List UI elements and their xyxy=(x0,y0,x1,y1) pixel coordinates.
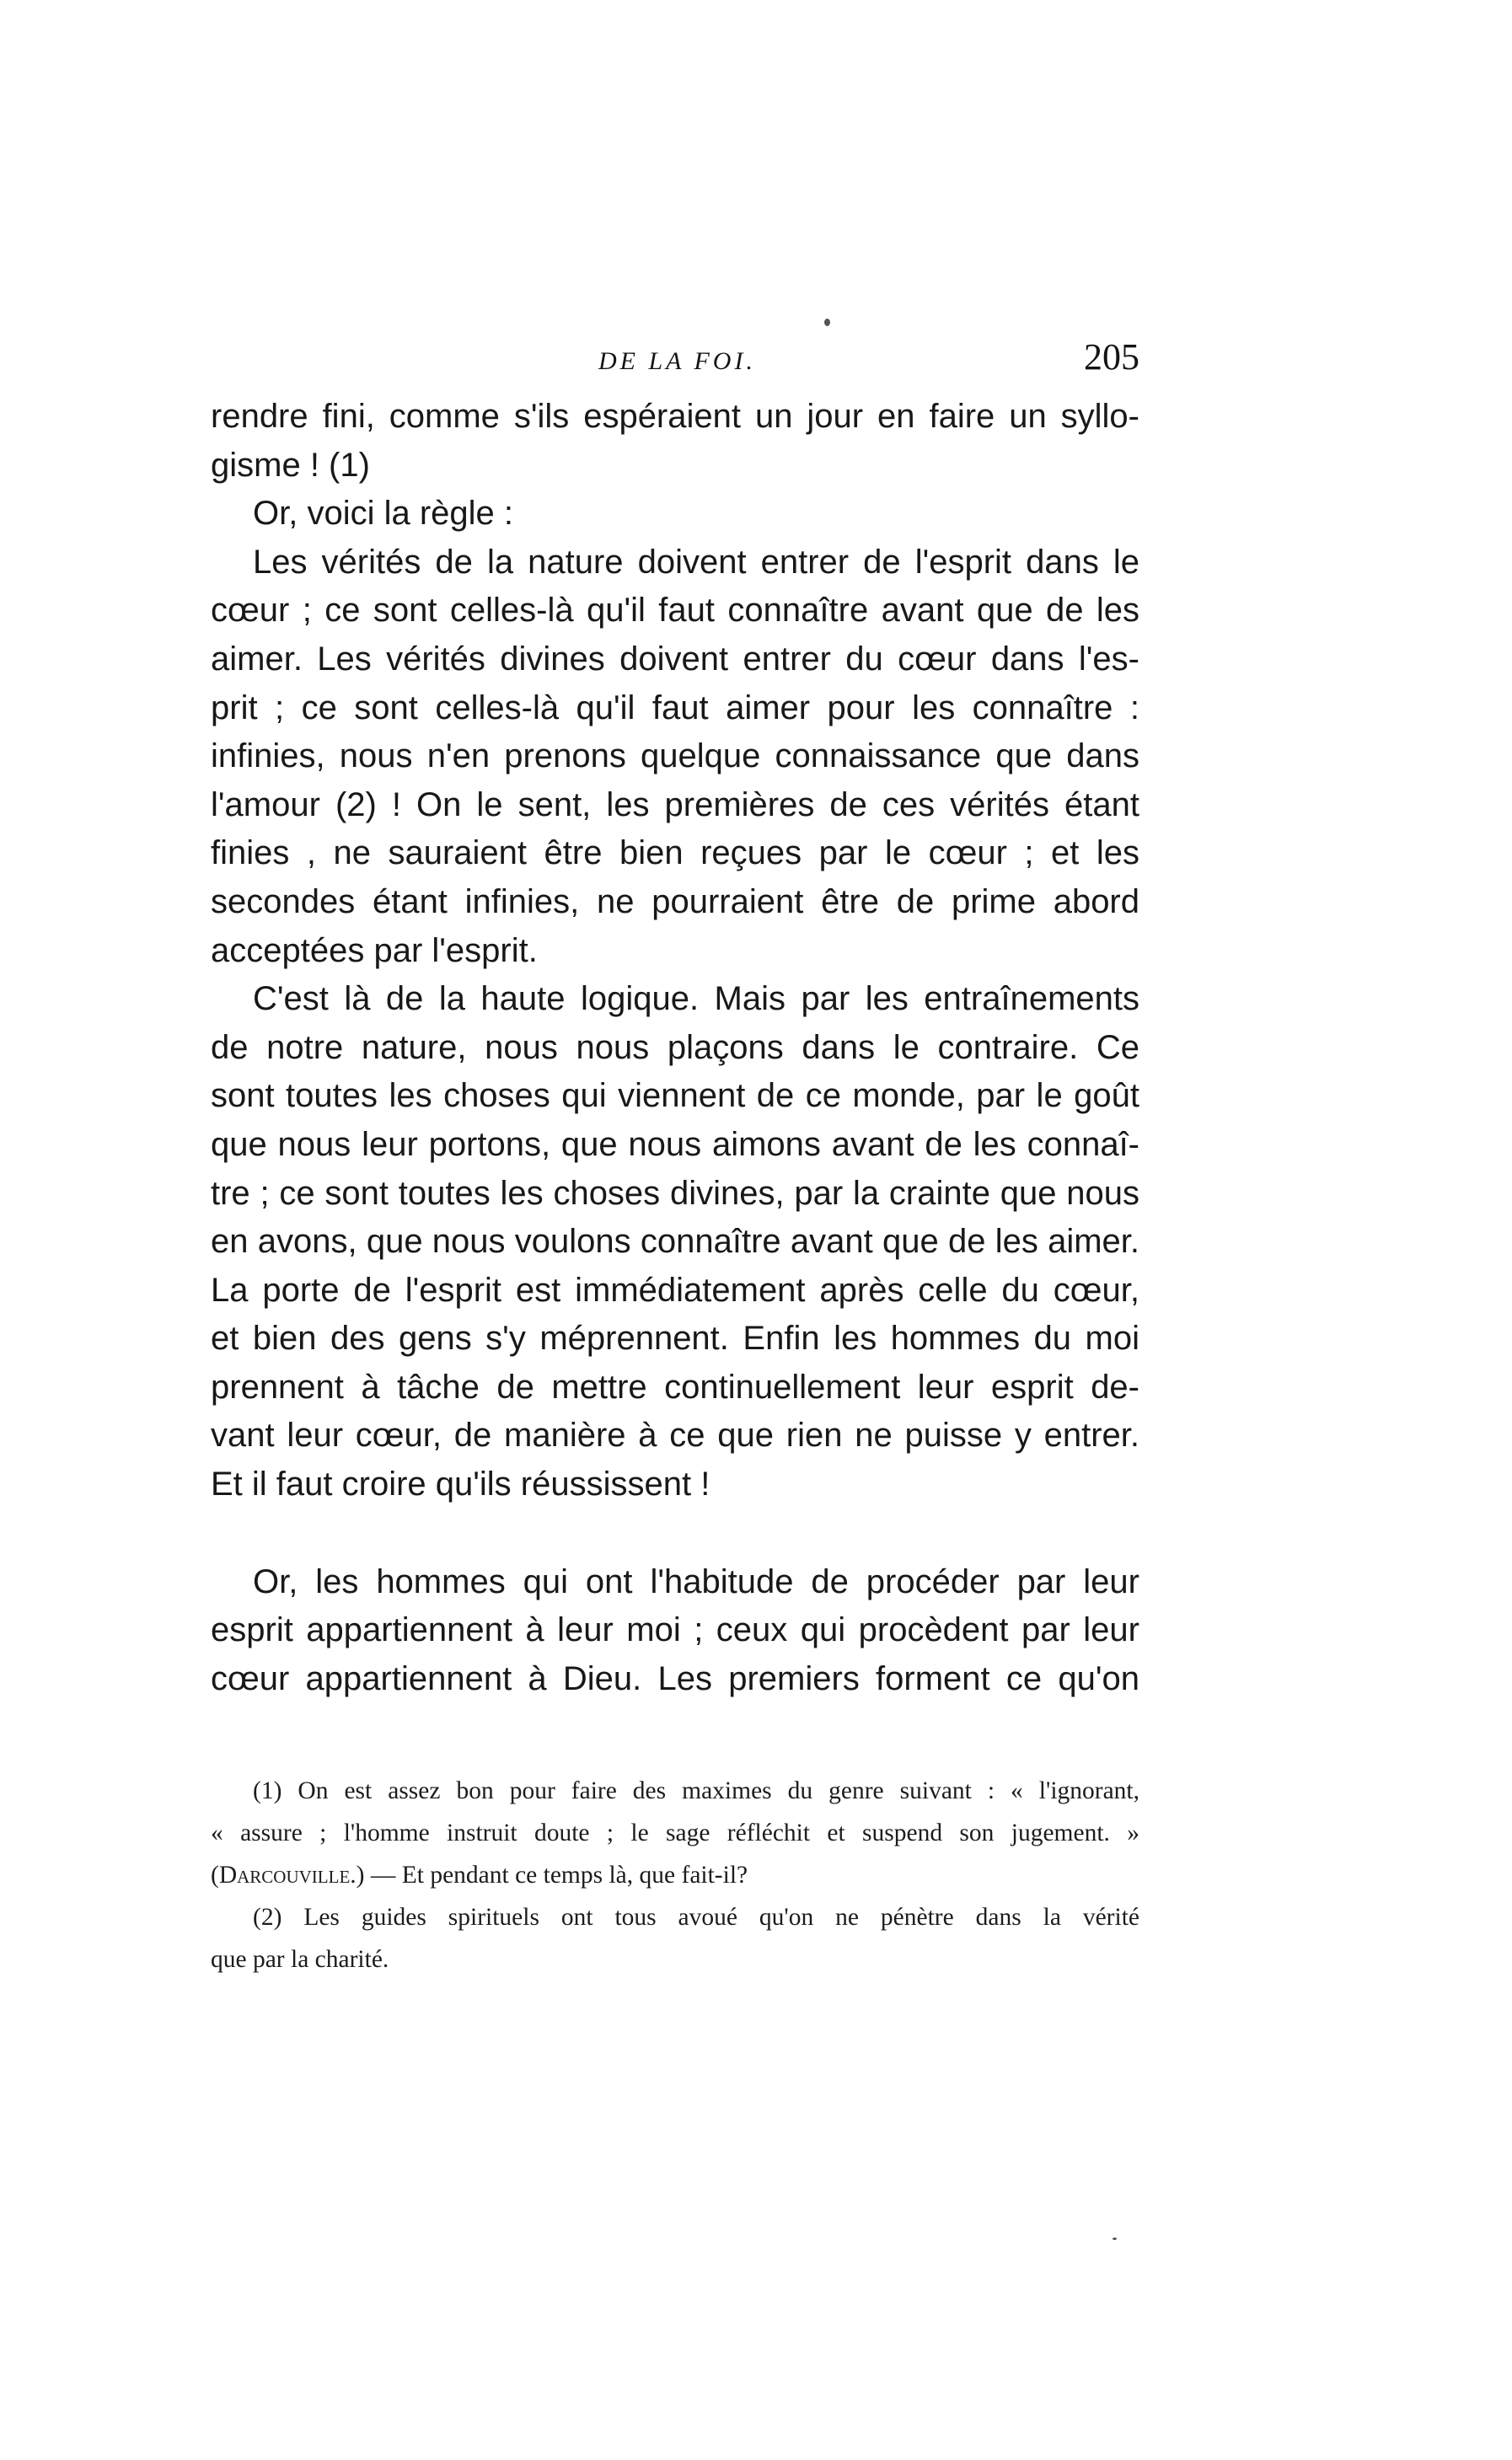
footnote-line: (1) On est assez bon pour faire des maximes du genre suivant : « l'ignorant, xyxy=(253,1777,1139,1804)
text-line: prennent à tâche de mettre continuellement leur esprit de- xyxy=(211,1368,1139,1406)
section-gap xyxy=(211,1509,1139,1558)
body-text xyxy=(211,393,1139,1703)
footnote-line: que par la charité. xyxy=(211,1946,389,1973)
text-line: La porte de l'esprit est immédiatement après celle du cœur, xyxy=(211,1271,1139,1309)
text-line: de notre nature, nous nous plaçons dans le contraire. Ce xyxy=(211,1028,1139,1066)
ink-speck xyxy=(1113,2238,1117,2240)
text-line: infinies, nous n'en prenons quelque connaissance que dans xyxy=(211,737,1139,775)
footnote-2 xyxy=(211,1896,1139,1980)
text-line: que nous leur portons, que nous aimons avant de les connaî- xyxy=(211,1125,1139,1163)
text-line: et bien des gens s'y méprennent. Enfin les hommes du moi xyxy=(211,1320,1139,1358)
text-line: Or, voici la règle : xyxy=(253,495,514,533)
paragraph-4 xyxy=(211,975,1139,1509)
text-line: cœur appartiennent à Dieu. Les premiers forment ce qu'on xyxy=(211,1659,1139,1697)
text-line: l'amour (2) ! On le sent, les premières de ces vérités étant xyxy=(211,785,1139,823)
ink-speck xyxy=(824,319,830,326)
paragraph-5 xyxy=(211,1558,1139,1704)
running-title: DE LA FOI. xyxy=(598,347,756,375)
footnote-line: « assure ; l'homme instruit doute ; le sage réfléchit et suspend son jugement. » xyxy=(211,1820,1139,1846)
footnote-line: (2) Les guides spirituels ont tous avoué qu'on ne pénètre dans la vérité xyxy=(253,1904,1139,1931)
paragraph-1 xyxy=(211,393,1139,490)
text-line: prit ; ce sont celles-là qu'il faut aimer pour les connaître : xyxy=(211,689,1139,726)
paragraph-3 xyxy=(211,539,1139,975)
footnote-line xyxy=(211,1854,1139,1896)
text-line: acceptées par l'esprit. xyxy=(211,931,538,969)
text-line: aimer. Les vérités divines doivent entrer du cœur dans l'es- xyxy=(211,640,1139,678)
text-line: rendre fini, comme s'ils espéraient un jour en faire un syllo- xyxy=(211,398,1139,435)
text-line: esprit appartiennent à leur moi ; ceux qui procèdent par leur xyxy=(211,1611,1139,1649)
paragraph-2 xyxy=(211,490,1139,539)
footnote-tail: — Et pendant ce temps là, que fait-il? xyxy=(370,1862,748,1889)
page-number: 205 xyxy=(1084,336,1139,378)
text-line: Et il faut croire qu'ils réussissent ! xyxy=(211,1466,710,1503)
text-line: Or, les hommes qui ont l'habitude de procéder par leur xyxy=(253,1562,1139,1600)
running-head xyxy=(211,335,1139,386)
footnote-author: (Darcouville.) xyxy=(211,1862,365,1889)
text-line: C'est là de la haute logique. Mais par les entraînements xyxy=(253,980,1139,1018)
text-line: secondes étant infinies, ne pourraient être de prime abord xyxy=(211,882,1139,920)
text-line: en avons, que nous voulons connaître avant que de les aimer. xyxy=(211,1223,1139,1261)
text-line: tre ; ce sont toutes les choses divines, par la crainte que nous xyxy=(211,1174,1139,1212)
text-line: vant leur cœur, de manière à ce que rien ne puisse y entrer. xyxy=(211,1417,1139,1455)
text-line: sont toutes les choses qui viennent de ce monde, par le goût xyxy=(211,1077,1139,1115)
text-line: Les vérités de la nature doivent entrer de l'esprit dans le xyxy=(253,543,1139,581)
text-line: finies , ne sauraient être bien reçues par le cœur ; et les xyxy=(211,834,1139,872)
text-line: gisme ! (1) xyxy=(211,446,370,484)
footnotes xyxy=(211,1770,1139,1980)
footnote-1 xyxy=(211,1770,1139,1896)
text-line: cœur ; ce sont celles-là qu'il faut connaître avant que de les xyxy=(211,592,1139,630)
